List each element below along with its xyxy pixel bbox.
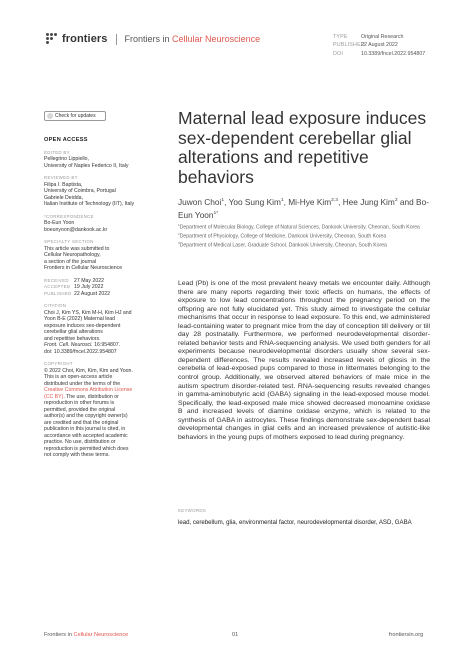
meta-doi: DOI 10.3389/fncel.2022.954807 <box>333 50 426 57</box>
correspondence: Bo-Eun Yoon boeunyoon@dankook.ac.kr <box>44 220 108 233</box>
frontiers-logo-icon <box>46 33 58 45</box>
article-title: Maternal lead exposure induces sex-dependent cerebellar glial alterations and repetitive behaviors <box>178 108 427 187</box>
copyright: © 2022 Choi, Kim, Kim, Kim and Yoon. This is an open-access article distributed under the terms of the Creative Commons Attribution License (CC BY). The use, distribution or reproduction in other forums is permitted, provided the original author(s) and the copyright owner(s) are credited and that the original publication in this journal is cited, in accordance with accepted academic practice. No use, distribution or reproduction is permitted which does not comply with these terms. <box>44 367 133 458</box>
brand-name: frontiers <box>62 33 108 45</box>
reviewed-by: Filipa I. Baptista, University of Coimbra, Portugal Gabriele Deidda, Italian Institute of Technology (IIT), Italy <box>44 181 135 207</box>
article-meta <box>333 33 425 58</box>
check-for-updates-button[interactable]: Check for updates <box>44 111 106 121</box>
affiliation-item: $^3$Department of Medical Laser, Graduate School, Dankook University, Cheonan, South Korea <box>178 240 387 249</box>
affiliation-item: $^2$Department of Physiology, College of Medicine, Dankook University, Cheonan, South Korea <box>178 231 387 240</box>
sidebar-info: OPEN ACCESS EDITED BY Pellegrino Lippiello, University of Naples Federico II, Italy REVIEWED BY Filipa I. Baptista, University of Coimbra, Portugal Gabriele Deidda, Italian Institute of Technology (IIT), Italy *CORRESPONDENCE Bo-Eun Yoon boeunyoon@dankook.ac.kr SPECIALTY SECTION This article was submitted to Cellular Neuropathology, a section of the journal Frontiers in Cellular Neuroscience RECEIVED 27 May 2022 ACCEPTED 19 July 2022 PUBLISHED 22 August 2022 CITATION Choi J, Kim YS, Kim M-H, Kim HJ and Yoon B-E (2022) Maternal lead exposure induces sex-dependent cerebellar glial alterations and repetitive behaviors. Front. Cell. Neurosci. 16:954807. doi: 10.3389/fncel.2022.954807 COPYRIGHT © 2022 Choi, Kim, Kim, Kim and Yoon. This is an open-access article distributed under the terms of the Creative Commons Attribution License (CC BY). The use, distribution or reproduction in other forums is permitted, provided the original author(s) and the copyright owner(s) are credited and that the original publication in this journal is cited, in accordance with accepted academic practice. No use, distribution or reproduction is permitted which does not comply with these terms. <box>44 137 156 459</box>
check-updates-icon <box>47 113 53 119</box>
meta-published: PUBLISHED22 August 2022 <box>333 42 398 49</box>
affiliations <box>178 222 428 249</box>
open-access-label: OPEN ACCESS <box>44 137 88 143</box>
journal-header <box>46 33 260 45</box>
keywords: lead, cerebellum, glia, environmental factor, neurodevelopmental disorder, ASD, GABA <box>178 519 412 526</box>
edited-by: Pellegrino Lippiello, University of Naples Federico II, Italy <box>44 156 129 169</box>
author-list: Juwon Choi$^1$, Yoo Sung Kim$^1$, Mi-Hye Kim$^{2,3}$, Hee Jung Kim$^2$ and Bo-Eun Yoon$^{1*}$ <box>178 196 429 221</box>
page-number: 01 <box>232 632 239 638</box>
affiliation-item: $^1$Department of Molecular Biology, College of Natural Sciences, Dankook University, Cheonan, South Korea <box>178 223 420 231</box>
citation: Choi J, Kim YS, Kim M-H, Kim HJ and Yoon B-E (2022) Maternal lead exposure induces sex-dependent cerebellar glial alterations and repetitive behaviors. Front. Cell. Neurosci. 16:954807. doi: 10.3389/fncel.2022.954807 <box>44 309 132 355</box>
header-divider <box>116 34 117 45</box>
journal-name[interactable]: Frontiers in Cellular Neuroscience <box>124 34 261 44</box>
dates-block: RECEIVED 27 May 2022 ACCEPTED 19 July 2022 PUBLISHED 22 August 2022 <box>44 277 111 297</box>
keywords-label: KEYWORDS <box>178 508 207 513</box>
footer-journal[interactable]: Frontiers in Cellular Neuroscience <box>44 632 129 638</box>
meta-type: TYPE Original Research <box>333 34 404 40</box>
abstract: Lead (Pb) is one of the most prevalent heavy metals we encounter daily. Although there are many reports regarding their toxic effects on humans, the effects of exposure to low lead concentrations throughout the pregnancy period on the offspring are not fully elucidated yet. This study aimed to investigate the cellular mechanisms that occur in response to lead exposure. To this end, we administered lead-containing water to pregnant mice from the day of conception till delivery or till day 28 postnatally. Furthermore, we performed neurodevelopmental disorder-related behavior tests and RNA-sequencing analysis. We used both genders for all experiments because neurodevelopmental disorders usually show several sex-dependent differences. The results revealed increased levels of gliosis in the cerebella of lead-exposed pups compared to those in littermates belonging to the control group. Additionally, we observed altered behaviors of male mice in the autism spectrum disorder-related test. RNA-sequencing results revealed changes in gamma-aminobutyric acid (GABA) signaling in the lead-exposed mouse model. Specifically, the lead-exposed male mice showed decreased monoamine oxidase B and increased levels of diamine oxidase enzyme, which is related to the synthesis of GABA in astrocytes. These findings demonstrate sex-dependent basal developmental changes in glial cells and an increased prevalence of autistic-like behaviors in the young pups of mothers exposed to lead during pregnancy. <box>178 280 430 441</box>
specialty-section: This article was submitted to Cellular Neuropathology, a section of the journal Frontiers in Cellular Neuroscience <box>44 245 123 271</box>
footer-site-link[interactable]: frontiersin.org <box>389 632 424 638</box>
license-link[interactable]: Creative Commons Attribution License (CC BY) <box>44 387 133 400</box>
